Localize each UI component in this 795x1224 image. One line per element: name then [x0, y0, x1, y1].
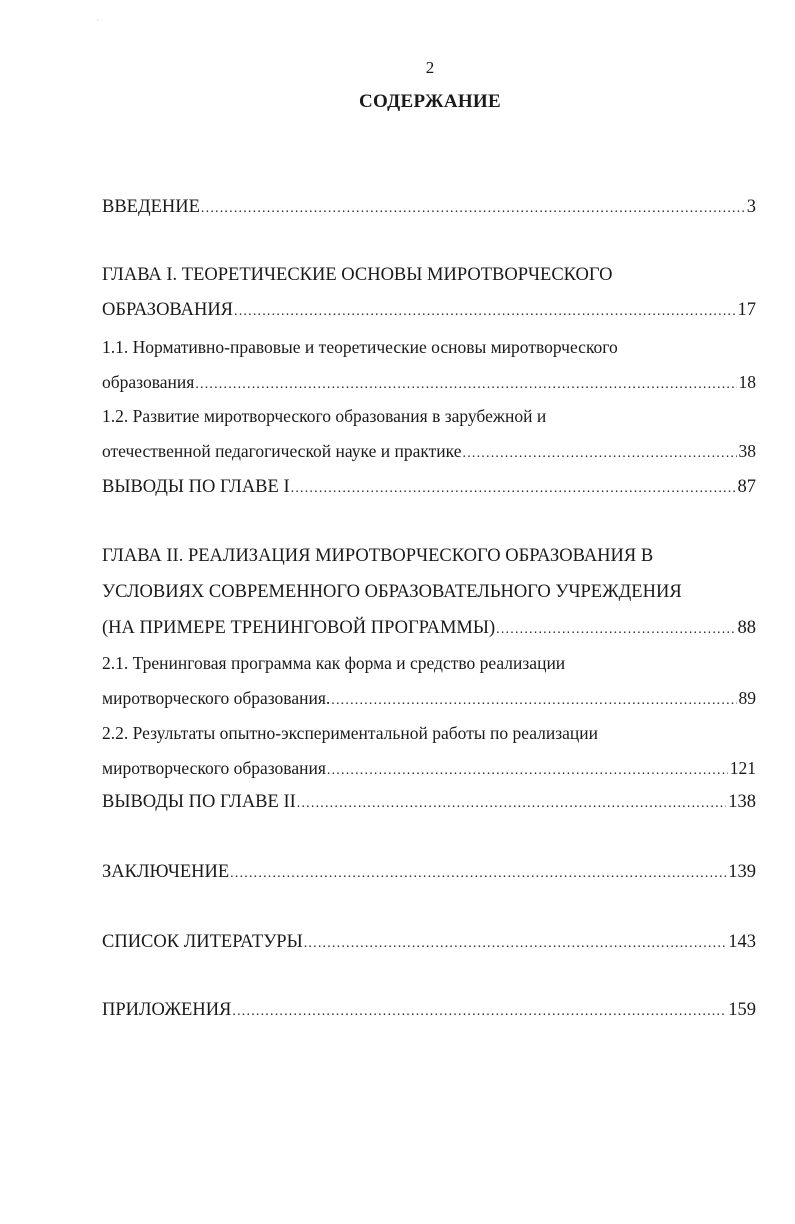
dot-leader	[195, 377, 736, 393]
toc-section-1-1-title[interactable]	[102, 337, 756, 363]
toc-entry-chapter1-conclusions[interactable]	[102, 477, 756, 503]
toc-entry-label: ПРИЛОЖЕНИЯ	[102, 1000, 232, 1020]
toc-entry-page: 159	[728, 1000, 756, 1020]
toc-entry-label: (НА ПРИМЕРЕ ТРЕНИНГОВОЙ ПРОГРАММЫ)	[102, 618, 496, 638]
toc-entry-label: ГЛАВА I. ТЕОРЕТИЧЕСКИЕ ОСНОВЫ МИРОТВОРЧЕСКОГО	[102, 265, 613, 285]
toc-section-2-2-title[interactable]	[102, 723, 756, 749]
dot-leader	[496, 622, 735, 638]
toc-entry-label: 1.1. Нормативно-правовые и теоретические основы миротворческого	[102, 337, 618, 357]
dot-leader	[201, 201, 745, 217]
toc-entry-page: 17	[737, 300, 756, 320]
toc-entry-section-1-2[interactable]	[102, 441, 756, 467]
toc-entry-label: отечественной педагогической науке и практике	[102, 441, 462, 461]
toc-entry-page: 139	[728, 862, 756, 882]
dot-leader	[297, 796, 726, 812]
toc-entry-label: 2.1. Тренинговая программа как форма и средство реализации	[102, 653, 566, 673]
toc-entry-chapter2-conclusions[interactable]	[102, 792, 756, 818]
toc-chapter2-title-line1[interactable]	[102, 546, 756, 572]
toc-entry-label: миротворческого образования.	[102, 688, 331, 708]
page-title: СОДЕРЖАНИЕ	[359, 91, 501, 112]
scan-mark: ·	[96, 16, 99, 25]
toc-entry-page: 138	[728, 792, 756, 812]
toc-entry-label: ВЫВОДЫ ПО ГЛАВЕ I	[102, 477, 290, 497]
toc-entry-section-2-1[interactable]	[102, 688, 756, 714]
toc-entry-conclusion[interactable]	[102, 862, 756, 888]
dot-leader	[291, 481, 736, 497]
toc-section-1-2-title[interactable]	[102, 406, 756, 432]
toc-entry-section-1-1[interactable]	[102, 372, 756, 398]
dot-leader	[230, 866, 726, 882]
toc-entry-label: ВВЕДЕНИЕ	[102, 197, 200, 217]
toc-entry-label: УСЛОВИЯХ СОВРЕМЕННОГО ОБРАЗОВАТЕЛЬНОГО УЧРЕЖДЕНИЯ	[102, 582, 682, 602]
dot-leader	[304, 936, 727, 952]
dot-leader	[463, 446, 737, 462]
toc-chapter1-title[interactable]	[102, 265, 756, 291]
page-number: 2	[425, 58, 435, 77]
toc-entry-introduction[interactable]	[102, 197, 756, 223]
toc-entry-page: 3	[746, 197, 756, 217]
toc-entry-page: 89	[738, 688, 756, 708]
toc-entry-label: 2.2. Результаты опытно-экспериментальной работы по реализации	[102, 723, 598, 743]
dot-leader	[327, 763, 728, 779]
toc-entry-label: ОБРАЗОВАНИЯ	[102, 300, 234, 320]
toc-entry-label: ВЫВОДЫ ПО ГЛАВЕ II	[102, 792, 296, 812]
toc-entry-section-2-2[interactable]	[102, 758, 756, 784]
toc-chapter2-title-line2[interactable]	[102, 582, 756, 608]
toc-entry-appendices[interactable]	[102, 1000, 756, 1026]
toc-entry-label: миротворческого образования	[102, 758, 326, 778]
dot-leader	[232, 1004, 726, 1020]
toc-entry-page: 38	[738, 441, 756, 461]
toc-entry-label: СПИСОК ЛИТЕРАТУРЫ	[102, 932, 303, 952]
toc-entry-chapter2[interactable]	[102, 618, 756, 644]
dot-leader	[234, 304, 735, 320]
toc-entry-label: образования	[102, 372, 195, 392]
toc-section-2-1-title[interactable]	[102, 653, 756, 679]
toc-entry-page: 121	[729, 758, 756, 778]
toc-entry-label: ГЛАВА II. РЕАЛИЗАЦИЯ МИРОТВОРЧЕСКОГО ОБРАЗОВАНИЯ В	[102, 546, 654, 566]
toc-entry-page: 87	[737, 477, 756, 497]
toc-entry-page: 88	[737, 618, 756, 638]
toc-entry-bibliography[interactable]	[102, 932, 756, 958]
toc-entry-page: 18	[738, 372, 756, 392]
toc-entry-label: ЗАКЛЮЧЕНИЕ	[102, 862, 230, 882]
toc-entry-label: 1.2. Развитие миротворческого образования в зарубежной и	[102, 406, 547, 426]
dot-leader	[331, 693, 736, 709]
toc-entry-page: 143	[728, 932, 756, 952]
toc-entry-chapter1[interactable]	[102, 300, 756, 326]
